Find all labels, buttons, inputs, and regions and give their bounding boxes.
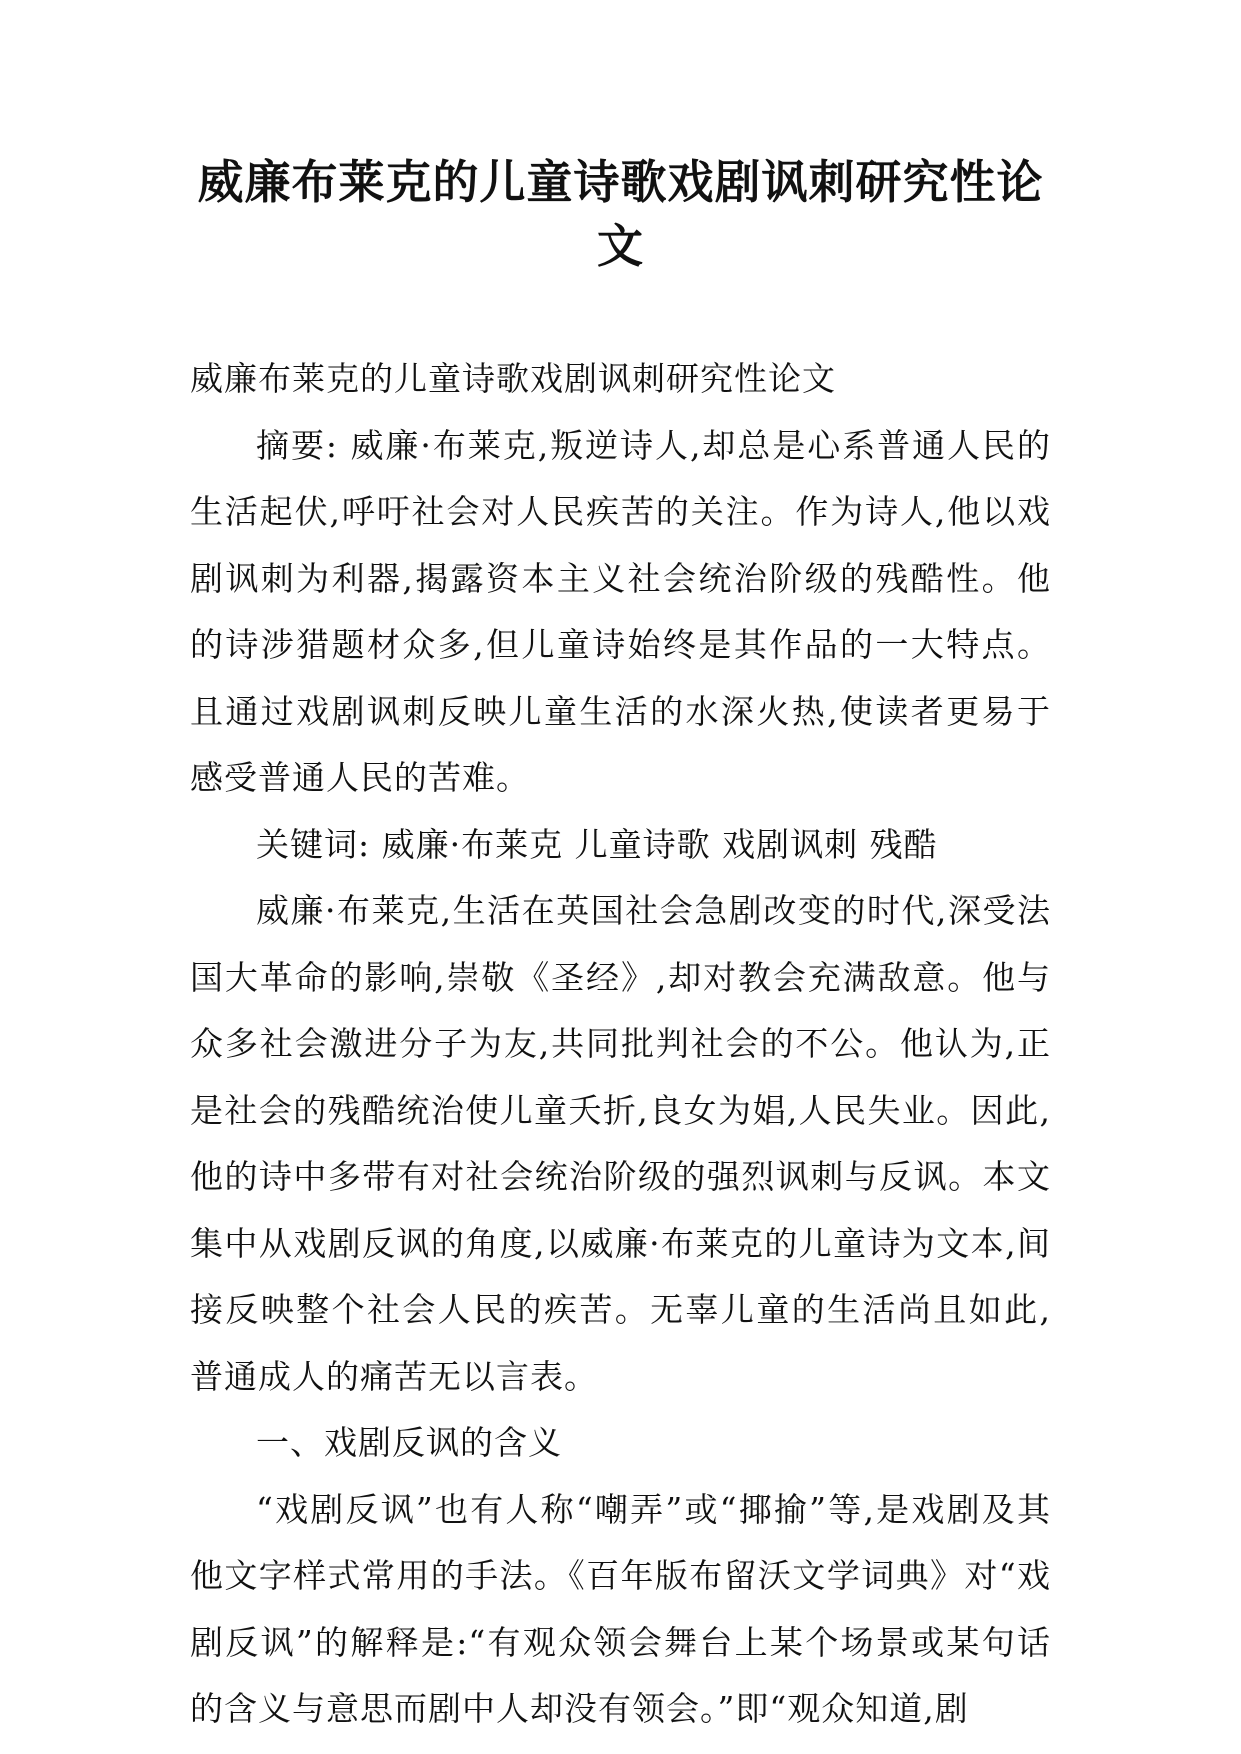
- document-body: [190, 346, 1051, 1743]
- body-paragraph: “戏剧反讽”也有人称“嘲弄”或“揶揄”等,是戏剧及其他文字样式常用的手法。《百年版布留沃文学词典》对“戏剧反讽”的解释是:“有观众领会舞台上某个场景或某句话的含义与意思而剧中人却没有领会。”即“观众知道,剧: [190, 1489, 1051, 1728]
- keywords-paragraph: 关键词: 威廉·布莱克 儿童诗歌 戏剧讽刺 残酷: [256, 824, 938, 864]
- introduction-paragraph: 威廉·布莱克,生活在英国社会急剧改变的时代,深受法国大革命的影响,崇敬《圣经》,却对教会充满敌意。他与众多社会激进分子为友,共同批判社会的不公。他认为,正是社会的残酷统治使儿童夭折,良女为娼,人民失业。因此,他的诗中多带有对社会统治阶级的强烈讽刺与反讽。本文集中从戏剧反讽的角度,以威廉·布莱克的儿童诗为文本,间接反映整个社会人民的疾苦。无辜儿童的生活尚且如此,普通成人的痛苦无以言表。: [190, 891, 1051, 1396]
- abstract-paragraph: 摘要: 威廉·布莱克,叛逆诗人,却总是心系普通人民的生活起伏,呼吁社会对人民疾苦的关注。作为诗人,他以戏剧讽刺为利器,揭露资本主义社会统治阶级的残酷性。他的诗涉猎题材众多,但儿童诗始终是其作品的一大特点。且通过戏剧讽刺反映儿童生活的水深火热,使读者更易于感受普通人民的苦难。: [190, 425, 1051, 797]
- document-title: 威廉布莱克的儿童诗歌戏剧讽刺研究性论文: [197, 155, 1044, 273]
- section-heading: 一、戏剧反讽的含义: [256, 1423, 562, 1462]
- subtitle-line: 威廉布莱克的儿童诗歌戏剧讽刺研究性论文: [190, 359, 836, 398]
